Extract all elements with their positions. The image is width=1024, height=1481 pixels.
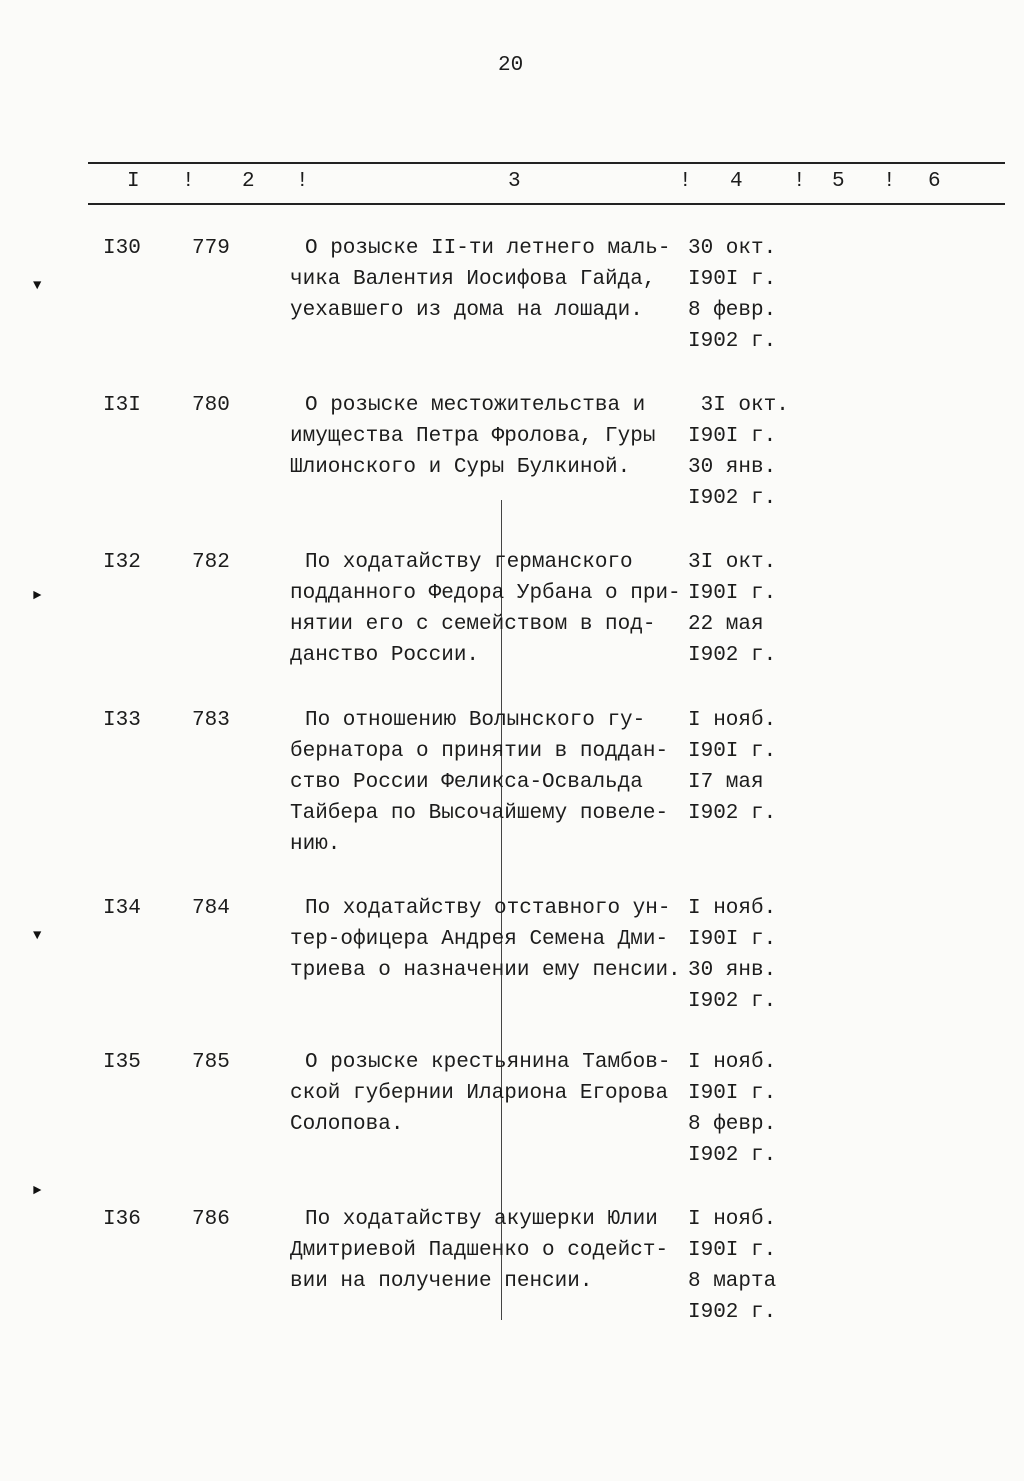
col-separator: ! — [679, 170, 692, 193]
title-line: По отношению Волынского гу- — [305, 709, 646, 732]
inventory-number: 783 — [192, 709, 230, 732]
entry-dates — [688, 390, 789, 514]
entry-dates — [688, 233, 776, 357]
title-line: имущества Петра Фролова, Гуры — [290, 425, 656, 448]
col-header-3: 3 — [508, 170, 521, 193]
entry-title — [290, 1204, 690, 1297]
header-top-rule — [88, 162, 1005, 164]
col-separator: ! — [883, 170, 896, 193]
date-line: I нояб. — [688, 1051, 777, 1074]
entry-dates — [688, 705, 776, 829]
date-line: I902 г. — [688, 1301, 777, 1324]
entry-title — [290, 233, 690, 326]
title-line: бернатора о принятии в поддан- — [290, 740, 669, 763]
inventory-number: 785 — [192, 1051, 230, 1074]
title-line: ской губернии Илариона Егорова — [290, 1082, 669, 1105]
date-line: I90I г. — [688, 268, 777, 291]
date-line: I нояб. — [688, 897, 777, 920]
inventory-number: 784 — [192, 897, 230, 920]
entry-number: I32 — [103, 551, 141, 574]
binding-hole-mark: ► — [33, 588, 42, 604]
inventory-number: 779 — [192, 237, 230, 260]
title-line: Солопова. — [290, 1113, 404, 1136]
entry-dates — [688, 1204, 776, 1328]
col-separator: ! — [296, 170, 309, 193]
title-line: триева о назначении ему пенсии. — [290, 959, 681, 982]
title-line: По ходатайству отставного ун- — [305, 897, 671, 920]
title-line: тер-офицера Андрея Семена Дми- — [290, 928, 669, 951]
title-line: подданного Федора Урбана о при- — [290, 582, 681, 605]
header-bottom-rule — [88, 203, 1005, 205]
entry-number: I36 — [103, 1208, 141, 1231]
date-line: I902 г. — [688, 990, 777, 1013]
title-line: О розыске местожительства и — [305, 394, 646, 417]
page-number: 20 — [498, 54, 524, 77]
title-line: Дмитриевой Падшенко о содейст- — [290, 1239, 669, 1262]
date-line: I нояб. — [688, 709, 777, 732]
date-line: 8 марта — [688, 1270, 777, 1293]
date-line: I90I г. — [688, 928, 777, 951]
date-line: I902 г. — [688, 802, 777, 825]
date-line: 8 февр. — [688, 299, 777, 322]
col-separator: ! — [793, 170, 806, 193]
entry-number: I33 — [103, 709, 141, 732]
title-line: чика Валентия Иосифова Гайда, — [290, 268, 656, 291]
date-line: I902 г. — [688, 330, 777, 353]
entry-number: I3I — [103, 394, 141, 417]
inventory-number: 782 — [192, 551, 230, 574]
date-line: 3I окт. — [688, 394, 789, 417]
date-line: I902 г. — [688, 487, 777, 510]
binding-hole-mark: ▼ — [33, 278, 42, 294]
title-line: ство России Феликса-Освальда — [290, 771, 643, 794]
date-line: 30 янв. — [688, 959, 777, 982]
date-line: 22 мая — [688, 613, 764, 636]
col-separator: ! — [182, 170, 195, 193]
entry-title — [290, 390, 690, 483]
title-line: Шлионского и Суры Булкиной. — [290, 456, 631, 479]
title-line: уехавшего из дома на лошади. — [290, 299, 643, 322]
entry-title — [290, 705, 690, 860]
col-header-4: 4 — [730, 170, 743, 193]
entry-dates — [688, 547, 776, 671]
date-line: I90I г. — [688, 1239, 777, 1262]
date-line: I90I г. — [688, 740, 777, 763]
date-line: I902 г. — [688, 644, 777, 667]
entry-dates — [688, 1047, 776, 1171]
entry-title — [290, 1047, 690, 1140]
date-line: 8 февр. — [688, 1113, 777, 1136]
date-line: I нояб. — [688, 1208, 777, 1231]
col-header-5: 5 — [832, 170, 845, 193]
entry-dates — [688, 893, 776, 1017]
date-line: 30 янв. — [688, 456, 777, 479]
inventory-number: 780 — [192, 394, 230, 417]
entry-number: I35 — [103, 1051, 141, 1074]
title-line: Тайбера по Высочайшему повеле- — [290, 802, 669, 825]
title-line: По ходатайству германского — [305, 551, 633, 574]
title-line: вии на получение пенсии. — [290, 1270, 593, 1293]
entry-number: I30 — [103, 237, 141, 260]
title-line: нию. — [290, 833, 341, 856]
date-line: I90I г. — [688, 582, 777, 605]
col-header-1: I — [127, 170, 140, 193]
date-line: I90I г. — [688, 1082, 777, 1105]
entry-title — [290, 893, 690, 986]
date-line: I90I г. — [688, 425, 777, 448]
title-line: По ходатайству акушерки Юлии — [305, 1208, 658, 1231]
entry-title — [290, 547, 690, 671]
date-line: I902 г. — [688, 1144, 777, 1167]
inventory-number: 786 — [192, 1208, 230, 1231]
col-header-2: 2 — [242, 170, 255, 193]
title-line: О розыске II-ти летнего маль- — [305, 237, 671, 260]
title-line: О розыске крестьянина Тамбов- — [305, 1051, 671, 1074]
col-header-6: 6 — [928, 170, 941, 193]
title-line: нятии его с семейством в под- — [290, 613, 656, 636]
title-line: данство России. — [290, 644, 480, 667]
date-line: 3I окт. — [688, 551, 777, 574]
binding-hole-mark: ► — [33, 1183, 42, 1199]
date-line: I7 мая — [688, 771, 764, 794]
entry-number: I34 — [103, 897, 141, 920]
date-line: 30 окт. — [688, 237, 777, 260]
binding-hole-mark: ▼ — [33, 928, 42, 944]
